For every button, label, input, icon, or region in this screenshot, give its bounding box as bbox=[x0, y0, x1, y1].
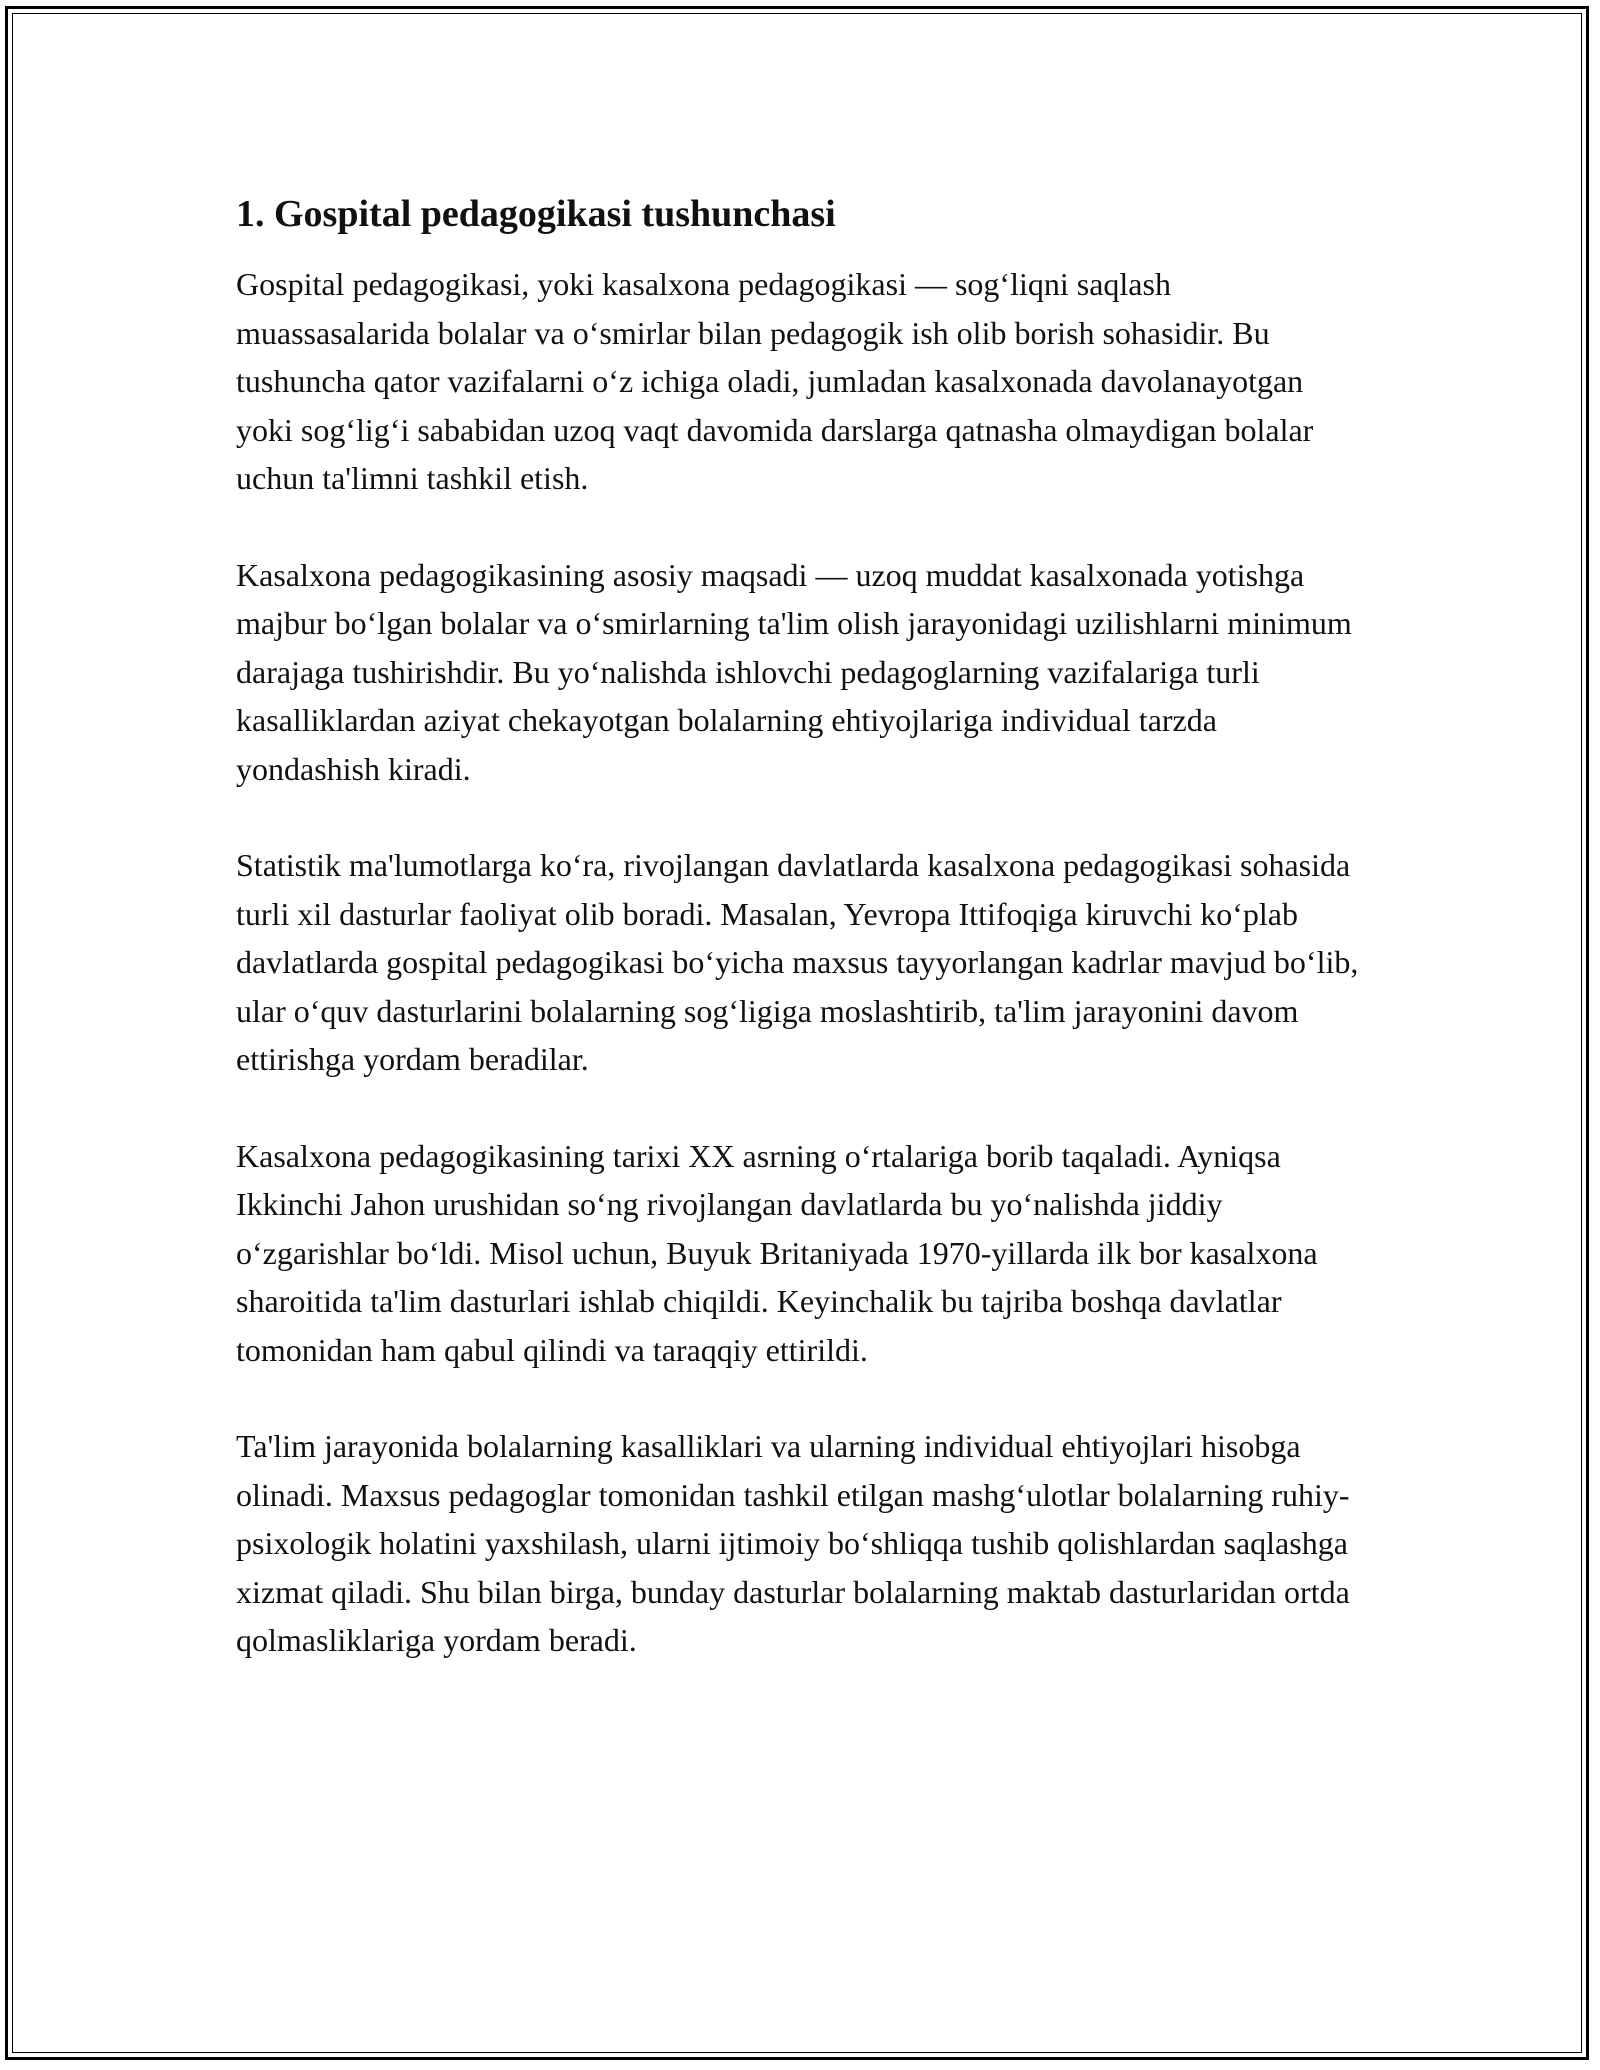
document-body bbox=[236, 190, 1366, 1713]
paragraph-statistics: Statistik ma'lumotlarga ko‘ra, rivojlangan davlatlarda kasalxona pedagogikasi sohasida turli xil dasturlar faoliyat olib boradi. Masalan, Yevropa Ittifoqiga kiruvchi ko‘plab davlatlarda gospital pedagogikasi bo‘yicha maxsus tayyorlangan kadrlar mavjud bo‘lib, ular o‘quv dasturlarini bolalarning sog‘ligiga moslashtirib, ta'lim jarayonini davom ettirishga yordam beradilar. bbox=[236, 847, 1359, 1077]
paragraph-main-goal: Kasalxona pedagogikasining asosiy maqsadi — uzoq muddat kasalxonada yotishga majbur bo‘lgan bolalar va o‘smirlarning ta'lim olish jarayonidagi uzilishlarni minimum darajaga tushirishdir. Bu yo‘nalishda ishlovchi pedagoglarning vazifalariga turli kasalliklardan aziyat chekayotgan bolalarning ehtiyojlariga individual tarzda yondashish kiradi. bbox=[236, 556, 1352, 787]
paragraph-history: Kasalxona pedagogikasining tarixi XX asrning o‘rtalariga borib taqaladi. Ayniqsa Ikkinchi Jahon urushidan so‘ng rivojlangan davlatlarda bu yo‘nalishda jiddiy o‘zgarishlar bo‘ldi. Misol uchun, Buyuk Britaniyada 1970-yillarda ilk bor kasalxona sharoitida ta'lim dasturlari ishlab chiqildi. Keyinchalik bu tajriba boshqa davlatlar tomonidan ham qabul qilindi va taraqqiy ettirildi. bbox=[236, 1137, 1318, 1368]
paragraph-learning-process: Ta'lim jarayonida bolalarning kasalliklari va ularning individual ehtiyojlari hisobga olinadi. Maxsus pedagoglar tomonidan tashkil etilgan mashg‘ulotlar bolalarning ruhiy-psixologik holatini yaxshilash, ularni ijtimoiy bo‘shliqqa tushib qolishlardan saqlashga xizmat qiladi. Shu bilan birga, bunday dasturlar bolalarning maktab dasturlaridan ortda qolmasliklariga yordam beradi. bbox=[236, 1428, 1350, 1658]
section-heading: 1. Gospital pedagogikasi tushunchasi bbox=[236, 193, 836, 235]
paragraph-definition: Gospital pedagogikasi, yoki kasalxona pedagogikasi — sog‘liqni saqlash muassasalarida bolalar va o‘smirlar bilan pedagogik ish olib borish sohasidir. Bu tushuncha qator vazifalarni o‘z ichiga oladi, jumladan kasalxonada davolanayotgan yoki sog‘lig‘i sababidan uzoq vaqt davomida darslarga qatnasha olmaydigan bolalar uchun ta'limni tashkil etish. bbox=[236, 266, 1314, 496]
